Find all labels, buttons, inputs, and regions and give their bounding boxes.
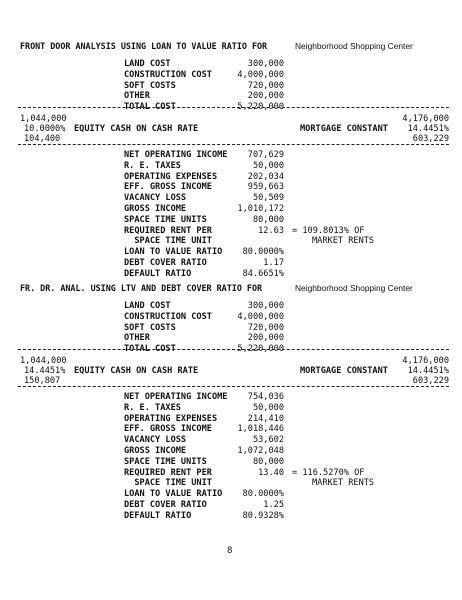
result-label: SPACE TIME UNITS bbox=[124, 214, 207, 225]
mortgage-payment: 603,229 bbox=[412, 376, 449, 386]
result-label: REQUIRED RENT PER bbox=[124, 225, 212, 236]
market-rent-ratio: = 109.8013% OF bbox=[292, 225, 365, 236]
equity-return: 150,807 bbox=[24, 376, 61, 386]
market-rent-ratio: = 116.5270% OF bbox=[292, 467, 365, 478]
mortgage-amount: 4,176,000 bbox=[402, 356, 449, 366]
result-value: 202,034 bbox=[247, 171, 284, 182]
dashed-divider bbox=[18, 144, 449, 145]
cost-value: 720,000 bbox=[247, 322, 284, 333]
cost-label: CONSTRUCTION COST bbox=[124, 311, 212, 322]
section-heading-project: Neighborhood Shopping Center bbox=[295, 41, 413, 51]
cost-label: LAND COST bbox=[124, 301, 171, 311]
cost-value: 5,220,000 bbox=[237, 344, 284, 355]
result-value: 53,602 bbox=[252, 435, 284, 446]
result-value: 80.9328% bbox=[242, 510, 284, 521]
result-label: NET OPERATING INCOME bbox=[124, 392, 228, 402]
result-label: SPACE TIME UNIT bbox=[124, 236, 212, 247]
result-label: DEFAULT RATIO bbox=[124, 268, 192, 279]
result-label: DEBT COVER RATIO bbox=[124, 258, 207, 268]
result-value: 707,629 bbox=[247, 150, 284, 160]
result-value: 13.40 bbox=[258, 467, 284, 478]
market-rent-label: MARKET RENTS bbox=[312, 236, 375, 247]
equity-rate: 14.4451% bbox=[24, 366, 66, 376]
result-label: OPERATING EXPENSES bbox=[124, 171, 218, 182]
result-value: 80,000 bbox=[252, 456, 284, 467]
result-label: OPERATING EXPENSES bbox=[124, 413, 218, 424]
cost-label: SOFT COSTS bbox=[124, 80, 176, 91]
result-label: R. E. TAXES bbox=[124, 402, 181, 413]
result-label: NET OPERATING INCOME bbox=[124, 150, 228, 160]
result-value: 50,509 bbox=[252, 193, 284, 204]
result-value: 12.63 bbox=[258, 225, 284, 236]
cost-label: TOTAL COST bbox=[124, 344, 176, 355]
result-value: 1,010,172 bbox=[237, 204, 284, 214]
cost-value: 200,000 bbox=[247, 91, 284, 102]
result-value: 50,000 bbox=[252, 402, 284, 413]
result-value: 84.6651% bbox=[242, 268, 284, 279]
dashed-divider bbox=[18, 386, 449, 387]
cost-label: LAND COST bbox=[124, 59, 171, 69]
result-value: 1,072,048 bbox=[237, 446, 284, 456]
section-heading: FRONT DOOR ANALYSIS USING LOAN TO VALUE RATIO FOR bbox=[20, 41, 268, 51]
page-number: 8 bbox=[227, 546, 233, 556]
equity-return: 104,400 bbox=[24, 134, 61, 144]
cost-value: 720,000 bbox=[247, 80, 284, 91]
cost-value: 5,220,000 bbox=[237, 102, 284, 113]
cost-label: OTHER bbox=[124, 333, 150, 344]
dashed-divider bbox=[18, 349, 449, 350]
equity-label: EQUITY CASH ON CASH RATE bbox=[74, 366, 199, 376]
result-label: EFF. GROSS INCOME bbox=[124, 424, 212, 435]
result-label: EFF. GROSS INCOME bbox=[124, 182, 212, 193]
equity-label: EQUITY CASH ON CASH RATE bbox=[74, 124, 199, 134]
cost-label: SOFT COSTS bbox=[124, 322, 176, 333]
equity-amount: 1,044,000 bbox=[20, 114, 67, 124]
market-rent-label: MARKET RENTS bbox=[312, 478, 375, 489]
result-value: 80.0000% bbox=[242, 489, 284, 500]
result-label: SPACE TIME UNITS bbox=[124, 456, 207, 467]
cost-label: TOTAL COST bbox=[124, 102, 176, 113]
equity-rate: 10.0000% bbox=[24, 124, 66, 134]
cost-value: 300,000 bbox=[247, 59, 284, 69]
result-value: 1.25 bbox=[263, 500, 284, 510]
equity-amount: 1,044,000 bbox=[20, 356, 67, 366]
result-value: 214,410 bbox=[247, 413, 284, 424]
result-value: 754,036 bbox=[247, 392, 284, 402]
result-label: DEFAULT RATIO bbox=[124, 510, 192, 521]
result-label: VACANCY LOSS bbox=[124, 193, 187, 204]
result-value: 80,000 bbox=[252, 214, 284, 225]
result-label: SPACE TIME UNIT bbox=[124, 478, 212, 489]
cost-value: 200,000 bbox=[247, 333, 284, 344]
result-label: LOAN TO VALUE RATIO bbox=[124, 489, 223, 500]
result-value: 50,000 bbox=[252, 160, 284, 171]
section-heading-project: Neighborhood Shopping Center bbox=[295, 283, 413, 293]
cost-label: CONSTRUCTION COST bbox=[124, 69, 212, 80]
cost-value: 4,000,000 bbox=[237, 311, 284, 322]
mortgage-label: MORTGAGE CONSTANT bbox=[300, 366, 388, 376]
result-label: REQUIRED RENT PER bbox=[124, 467, 212, 478]
result-label: GROSS INCOME bbox=[124, 204, 187, 214]
mortgage-constant: 14.4451% bbox=[407, 366, 449, 376]
cost-label: OTHER bbox=[124, 91, 150, 102]
mortgage-constant: 14.4451% bbox=[407, 124, 449, 134]
result-label: GROSS INCOME bbox=[124, 446, 187, 456]
result-value: 959,663 bbox=[247, 182, 284, 193]
dashed-divider bbox=[18, 107, 449, 108]
result-value: 1.17 bbox=[263, 258, 284, 268]
result-value: 1,018,446 bbox=[237, 424, 284, 435]
result-label: DEBT COVER RATIO bbox=[124, 500, 207, 510]
result-label: LOAN TO VALUE RATIO bbox=[124, 247, 223, 258]
mortgage-label: MORTGAGE CONSTANT bbox=[300, 124, 388, 134]
result-label: VACANCY LOSS bbox=[124, 435, 187, 446]
result-label: R. E. TAXES bbox=[124, 160, 181, 171]
cost-value: 300,000 bbox=[247, 301, 284, 311]
result-value: 80.0000% bbox=[242, 247, 284, 258]
mortgage-amount: 4,176,000 bbox=[402, 114, 449, 124]
mortgage-payment: 603,229 bbox=[412, 134, 449, 144]
section-heading: FR. DR. ANAL. USING LTV AND DEBT COVER RATIO FOR bbox=[20, 283, 263, 293]
cost-value: 4,000,000 bbox=[237, 69, 284, 80]
